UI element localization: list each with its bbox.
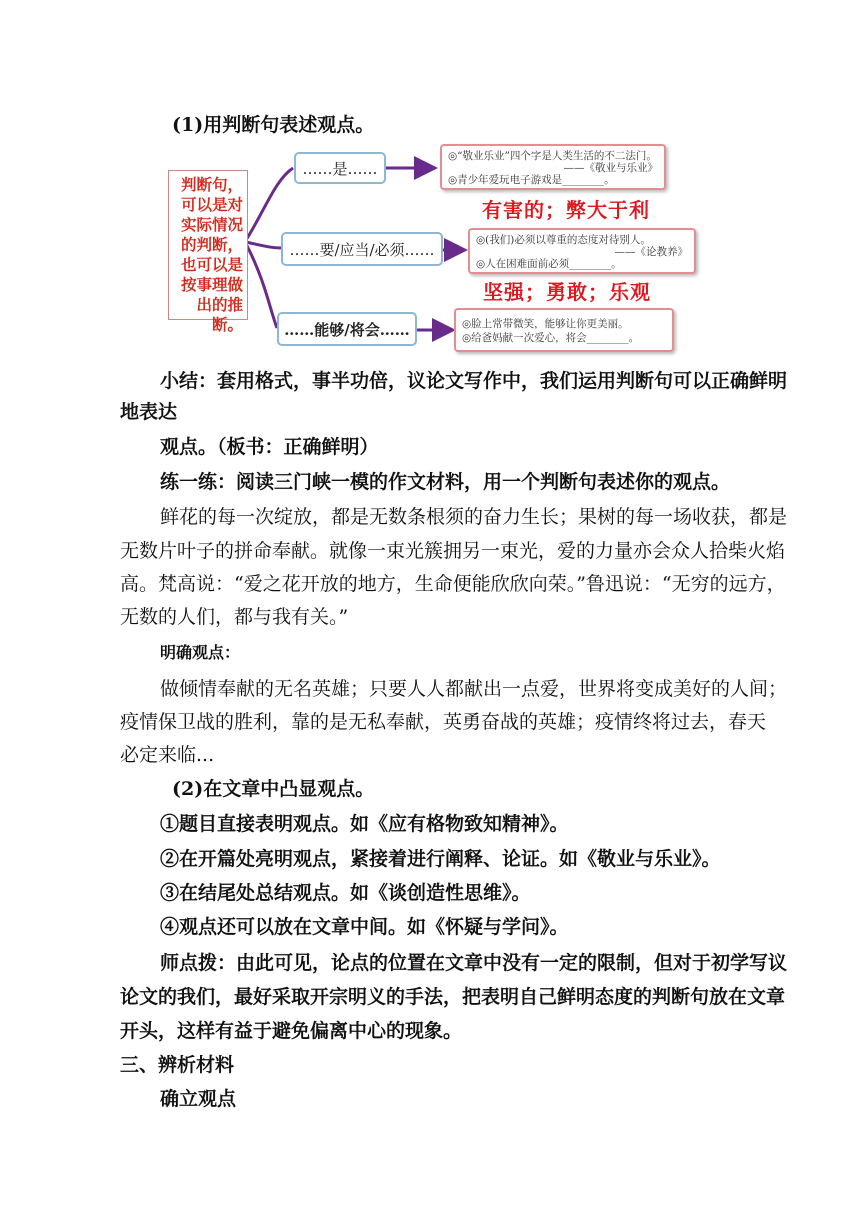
- example-3-line-1: ◎脸上常带微笑，能够让你更美丽。: [462, 318, 629, 330]
- teacher-tip-line-2: 论文的我们，最好采取开宗明义的手法，把表明自己鲜明态度的判断句放在文章: [120, 986, 786, 1008]
- section3-heading: 三、辨析材料: [120, 1054, 235, 1076]
- example-box-1: [440, 144, 666, 190]
- example-box-3: [454, 308, 674, 352]
- example-3-line-3: ◎给爸妈献一次爱心，将会________。: [462, 332, 640, 344]
- branch-line-bottom: [246, 244, 277, 328]
- example-1-line-1: ◎“敬业乐业”四个字是人类生活的不二法门。: [448, 150, 657, 162]
- teacher-tip-line-3: 开头，这样有益于避免偏离中心的现象。: [120, 1020, 463, 1042]
- summary-line-3: 观点。（板书：正确鲜明）: [160, 436, 379, 458]
- section2-heading: (2)在文章中凸显观点。: [172, 778, 375, 800]
- answer-2: 坚强；勇敢；乐观: [483, 280, 651, 304]
- practice-prompt: 练一练：阅读三门峡一模的作文材料，用一个判断句表述你的观点。: [160, 471, 731, 493]
- placement-item-4: ④观点还可以放在文章中间。如《怀疑与学问》。: [160, 916, 569, 938]
- material-line-3: 高。梵高说：“爱之花开放的地方，生命便能欣欣向荣。”鲁迅说：“无穷的远方，: [120, 573, 786, 595]
- pattern-box-yao: ……要/应当/必须……: [281, 232, 443, 266]
- branch-line-middle: [246, 242, 281, 248]
- branch-line-top: [246, 168, 293, 240]
- summary-line-2: 地表达: [120, 401, 178, 423]
- material-line-2: 无数片叶子的拼命奉献。就像一束光簇拥另一束光，爱的力量亦会众人拾柴火焰: [120, 540, 786, 562]
- example-box-2: [468, 228, 696, 274]
- section3-subheading: 确立观点: [160, 1088, 237, 1110]
- example-1-line-3: ◎青少年爱玩电子游戏是________。: [448, 174, 615, 186]
- material-line-1: 鲜花的每一次绽放，都是无数条根须的奋力生长；果树的每一场收获，都是: [160, 506, 788, 528]
- summary-line-1: 小结：套用格式，事半功倍，议论文写作中，我们运用判断句可以正确鲜明: [160, 370, 788, 392]
- material-line-4: 无数的人们，都与我有关。”: [120, 606, 349, 628]
- placement-item-1: ①题目直接表明观点。如《应有格物致知精神》。: [160, 813, 569, 835]
- viewpoint-answer-line-1: 做倾情奉献的无名英雄；只要人人都献出一点爱，世界将变成美好的人间；: [160, 678, 788, 700]
- viewpoint-answer-line-2: 疫情保卫战的胜利，靠的是无私奉献，英勇奋战的英雄；疫情终将过去，春天: [120, 711, 767, 733]
- example-1-source: ——《敬业与乐业》: [563, 162, 658, 174]
- definition-box: 判断句，可以是对实际情况的判断，也可以是按事理做出的推断。: [168, 170, 248, 320]
- example-2-line-1: ◎(我们)必须以尊重的态度对待别人。: [476, 234, 651, 246]
- judgment-sentence-diagram: [160, 140, 700, 358]
- viewpoint-label: 明确观点：: [160, 643, 241, 662]
- example-2-source: ——《论教养》: [614, 246, 688, 258]
- section1-heading: (1)用判断句表述观点。: [172, 114, 375, 136]
- placement-item-2: ②在开篇处亮明观点，紧接着进行阐释、论证。如《敬业与乐业》。: [160, 848, 721, 870]
- answer-1: 有害的；弊大于利: [482, 198, 650, 222]
- example-2-line-3: ◎人在困难面前必须________。: [476, 258, 622, 270]
- placement-item-3: ③在结尾处总结观点。如《谈创造性思维》。: [160, 882, 531, 904]
- pattern-box-shi: ……是……: [294, 152, 386, 184]
- pattern-box-nenggou: ……能够/将会……: [277, 312, 417, 346]
- teacher-tip-line-1: 师点拨：由此可见，论点的位置在文章中没有一定的限制，但对于初学写议: [160, 952, 788, 974]
- viewpoint-answer-line-3: 必定来临...: [120, 744, 215, 766]
